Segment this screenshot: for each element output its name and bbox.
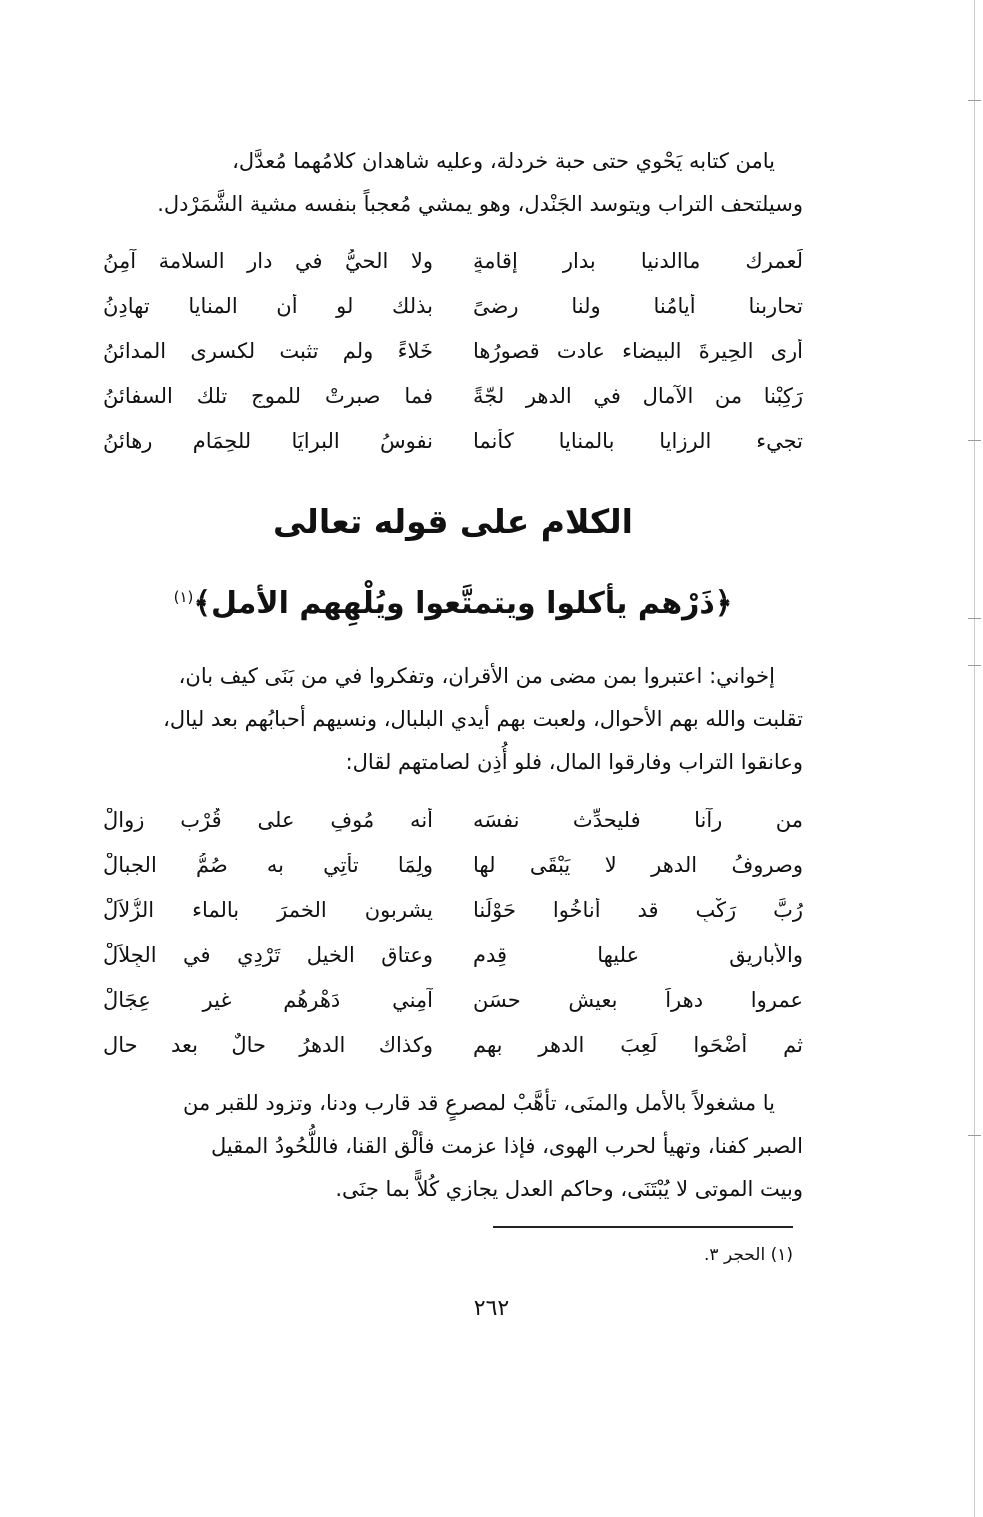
second-hemistich: أنه مُوفٍ على قُرْب زوالْ — [103, 807, 433, 832]
binding-tick — [968, 100, 981, 101]
second-hemistich: نفوسُ البرايَا للحِمَام رهائنُ — [103, 428, 433, 453]
quran-verse: ﴿ذَرْهم يأكلوا ويتمتَّعوا ويُلْهِهم الأمل﴾ — [193, 586, 733, 621]
first-hemistich: تحاربنا أيامُنا ولنا رضىً — [473, 293, 803, 318]
first-hemistich: لَعمرك ماالدنيا بدار إقامةٍ — [473, 248, 803, 273]
second-hemistich: آمِني دَهْرِهُم غير عِجَالْ — [103, 987, 433, 1012]
poem-verse — [103, 1022, 803, 1067]
footnote: (١) الحجر ٣. — [704, 1245, 793, 1265]
first-hemistich: أرى الحِيرةَ البيضاء عادت قصورُها — [473, 338, 803, 363]
text-line: وعانقوا التراب وفارقوا المال، فلو أُذِن لصامتهم لقال: — [345, 750, 803, 774]
second-hemistich: خَلاءً ولم تثبت لكسرى المدائنُ — [103, 338, 433, 363]
text-line: يامن كتابه يَحْوي حتى حبة خردلة، وعليه شاهدان كلامُهما مُعدَّل، — [232, 149, 775, 173]
poem-verse — [103, 932, 803, 977]
poem-verse — [103, 283, 803, 328]
first-hemistich: وصروفُ الدهرِ لا يَبْقَى لها — [473, 852, 803, 877]
section-title: الكلام على قوله تعالى — [273, 502, 633, 541]
first-hemistich: والأباريق عليها قِدم — [473, 942, 803, 967]
poem-verse — [103, 797, 803, 842]
poem-verse — [103, 328, 803, 373]
second-hemistich: ولا الحيُّ في دار السلامة آمِنُ — [103, 248, 433, 273]
footnote-reference: (١) — [173, 588, 194, 606]
first-hemistich: من رآنا فليحدِّث نفسَه — [473, 807, 803, 832]
binding-tick — [968, 1135, 981, 1136]
second-hemistich: وعتاق الخيل تَرْدِي في الجِلاَلْ — [103, 942, 433, 967]
text-line: وسيلتحف التراب ويتوسد الجَنْدل، وهو يمشي مُعجباً بنفسه مشية الشَّمَرْدل. — [157, 192, 803, 216]
text-line: يا مشغولاً بالأمل والمنَى، تأهَّبْ لمصرعٍ قد قارب ودنا، وتزود للقبر من — [182, 1091, 775, 1115]
second-hemistich: بذلك لو أن المنايا تهادِنُ — [103, 293, 433, 318]
text-line: إخواني: اعتبروا بمن مضى من الأقران، وتفكروا في من بَنَى كيف بان، — [178, 664, 775, 688]
text-line: الصبر كفنا، وتهيأ لحرب الهوى، فإذا عزمت فألْق القنا، فاللُّحُودُ المقيل — [210, 1134, 803, 1158]
first-hemistich: ثم أضْحَوا لَعِبَ الدهرِ بهم — [473, 1032, 803, 1057]
text-line: وبيت الموتى لا يُبْتَنَى، وحاكم العدل يجازي كُلاًّ بما جنَى. — [335, 1177, 803, 1201]
quran-verse-heading — [103, 572, 803, 629]
second-hemistich: فما صبرتْ للموجِ تلك السفائنُ — [103, 383, 433, 408]
paragraph-brothers — [103, 655, 803, 784]
page-number: ٢٦٢ — [473, 1296, 510, 1321]
first-hemistich: رُبَّ رَكْبٍ قد أناخُوا حَوْلَنا — [473, 897, 803, 922]
paragraph-exhortation — [103, 1082, 803, 1211]
binding-tick — [968, 440, 981, 441]
paragraph-intro — [103, 140, 803, 226]
poem-verse — [103, 842, 803, 887]
first-hemistich: تجيء الرزايا بالمنايا كأنما — [473, 428, 803, 453]
first-hemistich: عمروا دهراً بعيشٍ حسَنٍ — [473, 987, 803, 1012]
poem-verse — [103, 238, 803, 283]
second-hemistich: ولِمَا تأتِي به صُمُّ الجبالْ — [103, 852, 433, 877]
poem-verse — [103, 418, 803, 463]
footnote-separator — [493, 1226, 793, 1228]
poem-first — [103, 238, 803, 463]
poem-second — [103, 797, 803, 1067]
binding-tick — [968, 665, 981, 666]
first-hemistich: رَكِبْنا من الآمالِ في الدهرِ لجّةً — [473, 383, 803, 408]
text-line: تقلبت والله بهم الأحوال، ولعبت بهم أيدي البلبال، ونسيهم أحبابُهم بعد ليال، — [163, 707, 803, 731]
poem-verse — [103, 977, 803, 1022]
second-hemistich: يشربون الخمرَ بالماء الزُّلاَلْ — [103, 897, 433, 922]
page-binding-edge — [974, 0, 975, 1517]
poem-verse — [103, 373, 803, 418]
poem-verse — [103, 887, 803, 932]
binding-tick — [968, 618, 981, 619]
second-hemistich: وكذاك الدهرُ حالٌ بعد حالِ — [103, 1032, 433, 1057]
